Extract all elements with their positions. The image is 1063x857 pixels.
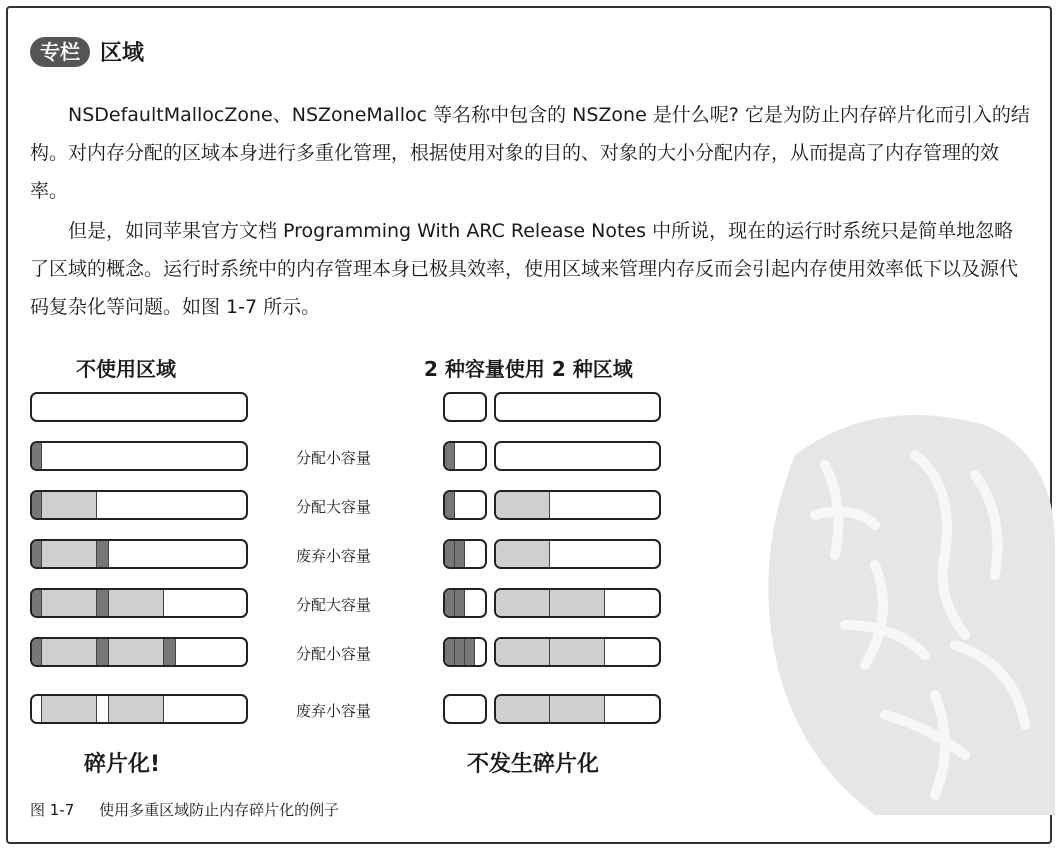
small-block: [97, 541, 109, 567]
small-block: [32, 443, 42, 469]
freed-block: [97, 696, 109, 722]
right-heading: 2 种容量使用 2 种区域: [424, 357, 633, 381]
right-result: 不发生碎片化: [467, 752, 600, 777]
right-small-zone-5: [443, 637, 487, 667]
right-small-zone-3: [443, 539, 487, 569]
right-large-zone-1: [494, 441, 661, 471]
right-small-zone-4: [443, 588, 487, 618]
large-block: [42, 696, 97, 722]
small-block: [32, 492, 42, 518]
large-block: [496, 590, 550, 616]
large-block: [550, 590, 605, 616]
small-block: [97, 590, 109, 616]
left-heading: 不使用区域: [76, 357, 176, 381]
small-block: [97, 639, 109, 665]
small-block: [445, 443, 455, 469]
large-block: [109, 639, 164, 665]
watermark-seal-icon: [755, 395, 1055, 815]
right-small-zone-2: [443, 490, 487, 520]
caption-number: 图 1-7: [30, 801, 75, 819]
right-large-zone-0: [494, 392, 661, 422]
large-block: [109, 590, 164, 616]
small-block: [32, 639, 42, 665]
large-block: [42, 492, 97, 518]
small-block: [455, 541, 465, 567]
freed-block: [32, 696, 42, 722]
op-label-4: 分配大容量: [296, 596, 372, 614]
right-large-zone-5: [494, 637, 661, 667]
op-label-5: 分配小容量: [296, 645, 372, 663]
large-block: [496, 541, 550, 567]
paragraph-2: 但是，如同苹果官方文档 Programming With ARC Release Notes 中所说，现在的运行时系统只是简单地忽略了区域的概念。运行时系统中的内存管理本身已极具效率，使用区域来管理内存反而会引起内存使用效率低下以及源代码复杂化等问题。如图 1-7 所示。: [30, 220, 1019, 318]
small-block: [465, 639, 475, 665]
left-bar-3: [30, 539, 248, 569]
column-header: [30, 36, 144, 67]
left-bar-5: [30, 637, 248, 667]
op-label-6: 废弃小容量: [296, 702, 372, 720]
small-block: [445, 639, 455, 665]
column-title: 区域: [100, 41, 145, 66]
small-block: [32, 590, 42, 616]
large-block: [550, 639, 605, 665]
left-result: 碎片化!: [84, 752, 161, 777]
right-large-zone-3: [494, 539, 661, 569]
op-label-2: 分配大容量: [296, 498, 372, 516]
right-large-zone-2: [494, 490, 661, 520]
paragraph-1: NSDefaultMallocZone、NSZoneMalloc 等名称中包含的 NSZone 是什么呢? 它是为防止内存碎片化而引入的结构。对内存分配的区域本身进行多重化管理，根据使用对象的目的、对象的大小分配内存，从而提高了内存管理的效率。: [30, 104, 1030, 202]
large-block: [496, 696, 550, 722]
small-block: [445, 590, 455, 616]
small-block: [445, 541, 455, 567]
large-block: [42, 590, 97, 616]
large-block: [42, 541, 97, 567]
left-bar-2: [30, 490, 248, 520]
large-block: [496, 639, 550, 665]
column-badge: 专栏: [30, 37, 90, 67]
right-small-zone-1: [443, 441, 487, 471]
large-block: [109, 696, 164, 722]
small-block: [32, 541, 42, 567]
left-bar-1: [30, 441, 248, 471]
large-block: [42, 639, 97, 665]
small-block: [455, 639, 465, 665]
op-label-3: 废弃小容量: [296, 547, 372, 565]
small-block: [445, 492, 455, 518]
small-block: [455, 590, 465, 616]
large-block: [550, 696, 605, 722]
small-block: [164, 639, 176, 665]
right-large-zone-6: [494, 694, 661, 724]
left-bar-6: [30, 694, 248, 724]
left-bar-0: [30, 392, 248, 422]
op-label-1: 分配小容量: [296, 449, 372, 467]
figure-caption: [30, 799, 339, 820]
left-bar-4: [30, 588, 248, 618]
right-large-zone-4: [494, 588, 661, 618]
caption-text: 使用多重区域防止内存碎片化的例子: [99, 801, 340, 819]
right-small-zone-0: [443, 392, 487, 422]
right-small-zone-6: [443, 694, 487, 724]
large-block: [496, 492, 550, 518]
